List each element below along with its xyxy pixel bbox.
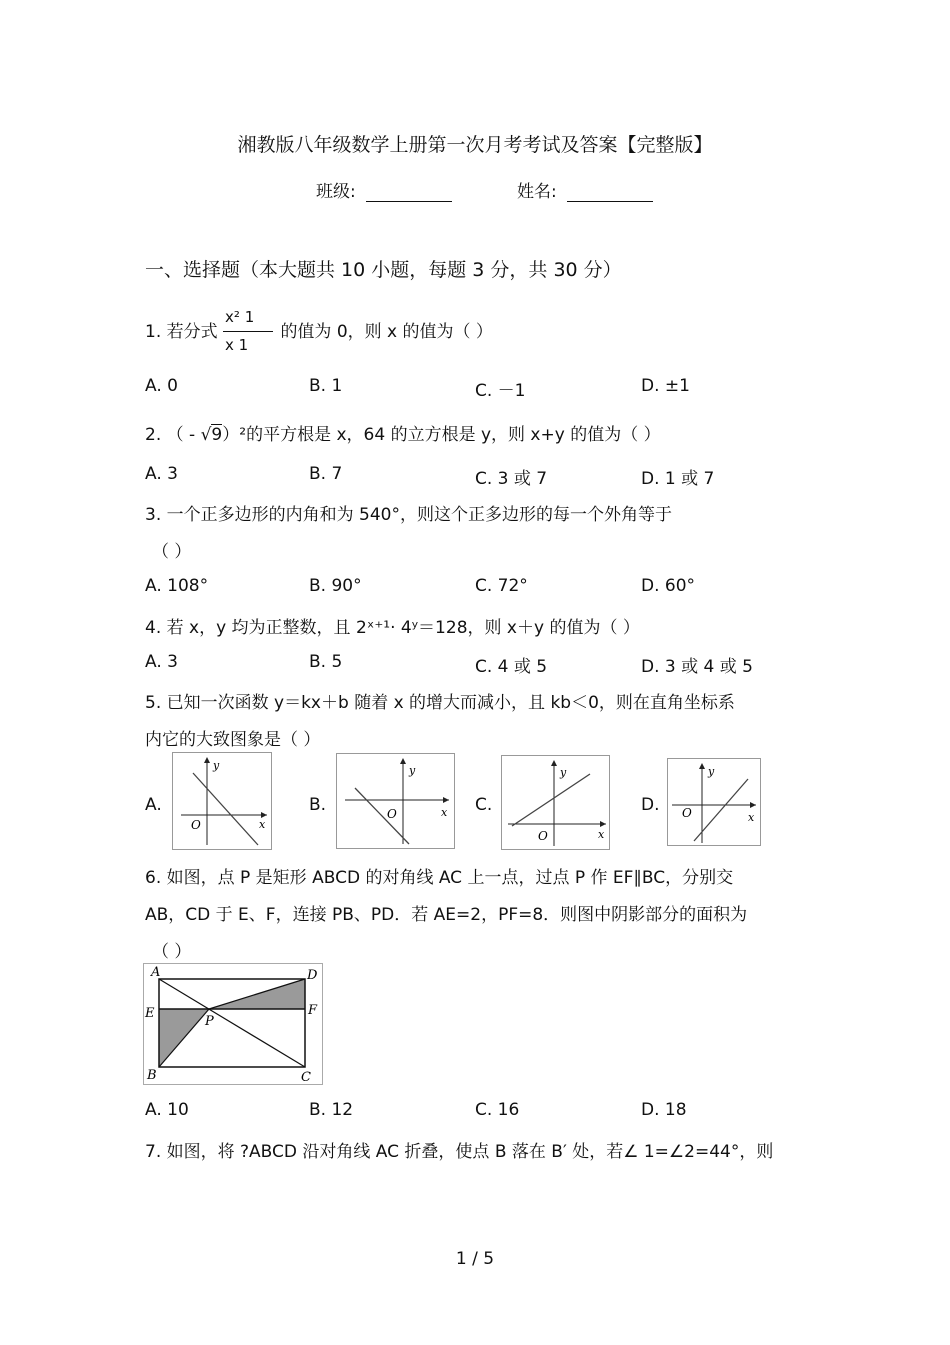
sqrt-icon: √ [200,425,212,445]
q6-line-3: （ ） [152,942,192,962]
y-label: y [409,764,416,777]
document-title: 湘教版八年级数学上册第一次月考考试及答案【完整版】 [237,134,713,156]
fraction-bar [223,331,273,332]
point-c-label: C [301,1070,311,1085]
q1-prefix: 1. 若分式 [145,322,218,342]
origin-label: O [387,807,397,821]
question-1 [145,308,493,354]
q3-line-1: 3. 一个正多边形的内角和为 540°，则这个正多边形的每一个外角等于 [145,505,672,525]
q4-text: 4. 若 x，y 均为正整数，且 2ˣ⁺¹· 4ʸ＝128，则 x＋y 的值为（ ） [145,618,640,638]
q3-line-2: （ ） [152,542,192,562]
y-label: y [560,766,567,779]
q3-option-d: D. 60° [641,576,696,596]
point-d-label: D [307,968,318,983]
q6-line-2: AB，CD 于 E、F，连接 PB、PD．若 AE=2，PF=8．则图中阴影部分的面积为 [145,905,748,925]
q4-option-c: C. 4 或 5 [475,657,548,677]
point-f-label: F [308,1003,318,1018]
q5-line-1: 5. 已知一次函数 y＝kx＋b 随着 x 的增大而减小，且 kb＜0，则在直角坐标系 [145,693,735,713]
origin-label: O [538,829,548,843]
class-blank [366,185,452,202]
point-p-label: P [205,1014,214,1029]
function-line [512,774,590,826]
q3-option-b: B. 90° [309,576,362,596]
page-number: 1 / 5 [455,1249,495,1269]
name-blank [567,185,653,202]
q2-option-c: C. 3 或 7 [475,469,548,489]
class-field [316,177,452,202]
origin-label: O [682,806,692,820]
x-label: x [598,828,605,841]
q6-line-1: 6. 如图，点 P 是矩形 ABCD 的对角线 AC 上一点，过点 P 作 EF∥BC，分别交 [145,868,734,888]
function-line [193,773,258,845]
y-label: y [213,759,220,772]
q2-text-a: 2. （ - [145,425,201,445]
q1-denominator: x 1 [225,336,249,354]
q2-option-d: D. 1 或 7 [641,469,715,489]
q1-option-b: B. 1 [309,376,343,396]
q4-option-b: B. 5 [309,652,343,672]
q6-option-a: A. 10 [145,1100,189,1120]
x-label: x [259,818,266,831]
q1-fraction [223,308,275,354]
q1-numerator: x² 1 [225,308,255,326]
q5-graph-a [172,752,272,850]
q5-line-2: 内它的大致图象是（ ） [145,730,321,750]
q6-option-d: D. 18 [641,1100,687,1120]
q2-option-b: B. 7 [309,464,343,484]
q4-option-d: D. 3 或 4 或 5 [641,657,753,677]
q5-option-b-label: B. [309,795,327,815]
q6-option-b: B. 12 [309,1100,354,1120]
section-heading: 一、选择题（本大题共 10 小题，每题 3 分，共 30 分） [145,259,622,281]
q2-option-a: A. 3 [145,464,178,484]
q2-radicand: 9 [211,425,223,445]
q3-option-a: A. 108° [145,576,209,596]
y-label: y [708,765,715,778]
name-label: 姓名: [517,182,557,202]
q3-option-c: C. 72° [475,576,528,596]
name-field [517,177,653,202]
q1-option-a: A. 0 [145,376,178,396]
q6-option-c: C. 16 [475,1100,520,1120]
q1-option-d: D. ±1 [641,376,690,396]
q1-option-c: C. －1 [475,381,526,401]
origin-label: O [191,818,201,832]
q5-option-c-label: C. [475,795,493,815]
class-label: 班级: [316,182,356,202]
point-e-label: E [145,1006,155,1021]
x-label: x [441,806,448,819]
q5-option-d-label: D. [641,795,660,815]
q5-graph-d [667,758,761,846]
q5-graph-c [501,755,610,850]
q4-option-a: A. 3 [145,652,178,672]
q1-suffix: 的值为 0，则 x 的值为（ ） [280,322,493,342]
q5-graph-b [336,753,455,849]
q5-option-a-label: A. [145,795,162,815]
point-a-label: A [151,965,161,980]
function-line [355,788,409,844]
q6-rectangle-figure [143,963,323,1085]
q2-text-b: ）²的平方根是 x，64 的立方根是 y，则 x+y 的值为（ ） [222,425,661,445]
point-b-label: B [147,1068,157,1083]
question-2 [145,420,661,445]
q7-line-1: 7. 如图，将 ?ABCD 沿对角线 AC 折叠，使点 B 落在 B′ 处，若∠ 1=∠2=44°，则 [145,1142,774,1162]
x-label: x [748,811,755,824]
